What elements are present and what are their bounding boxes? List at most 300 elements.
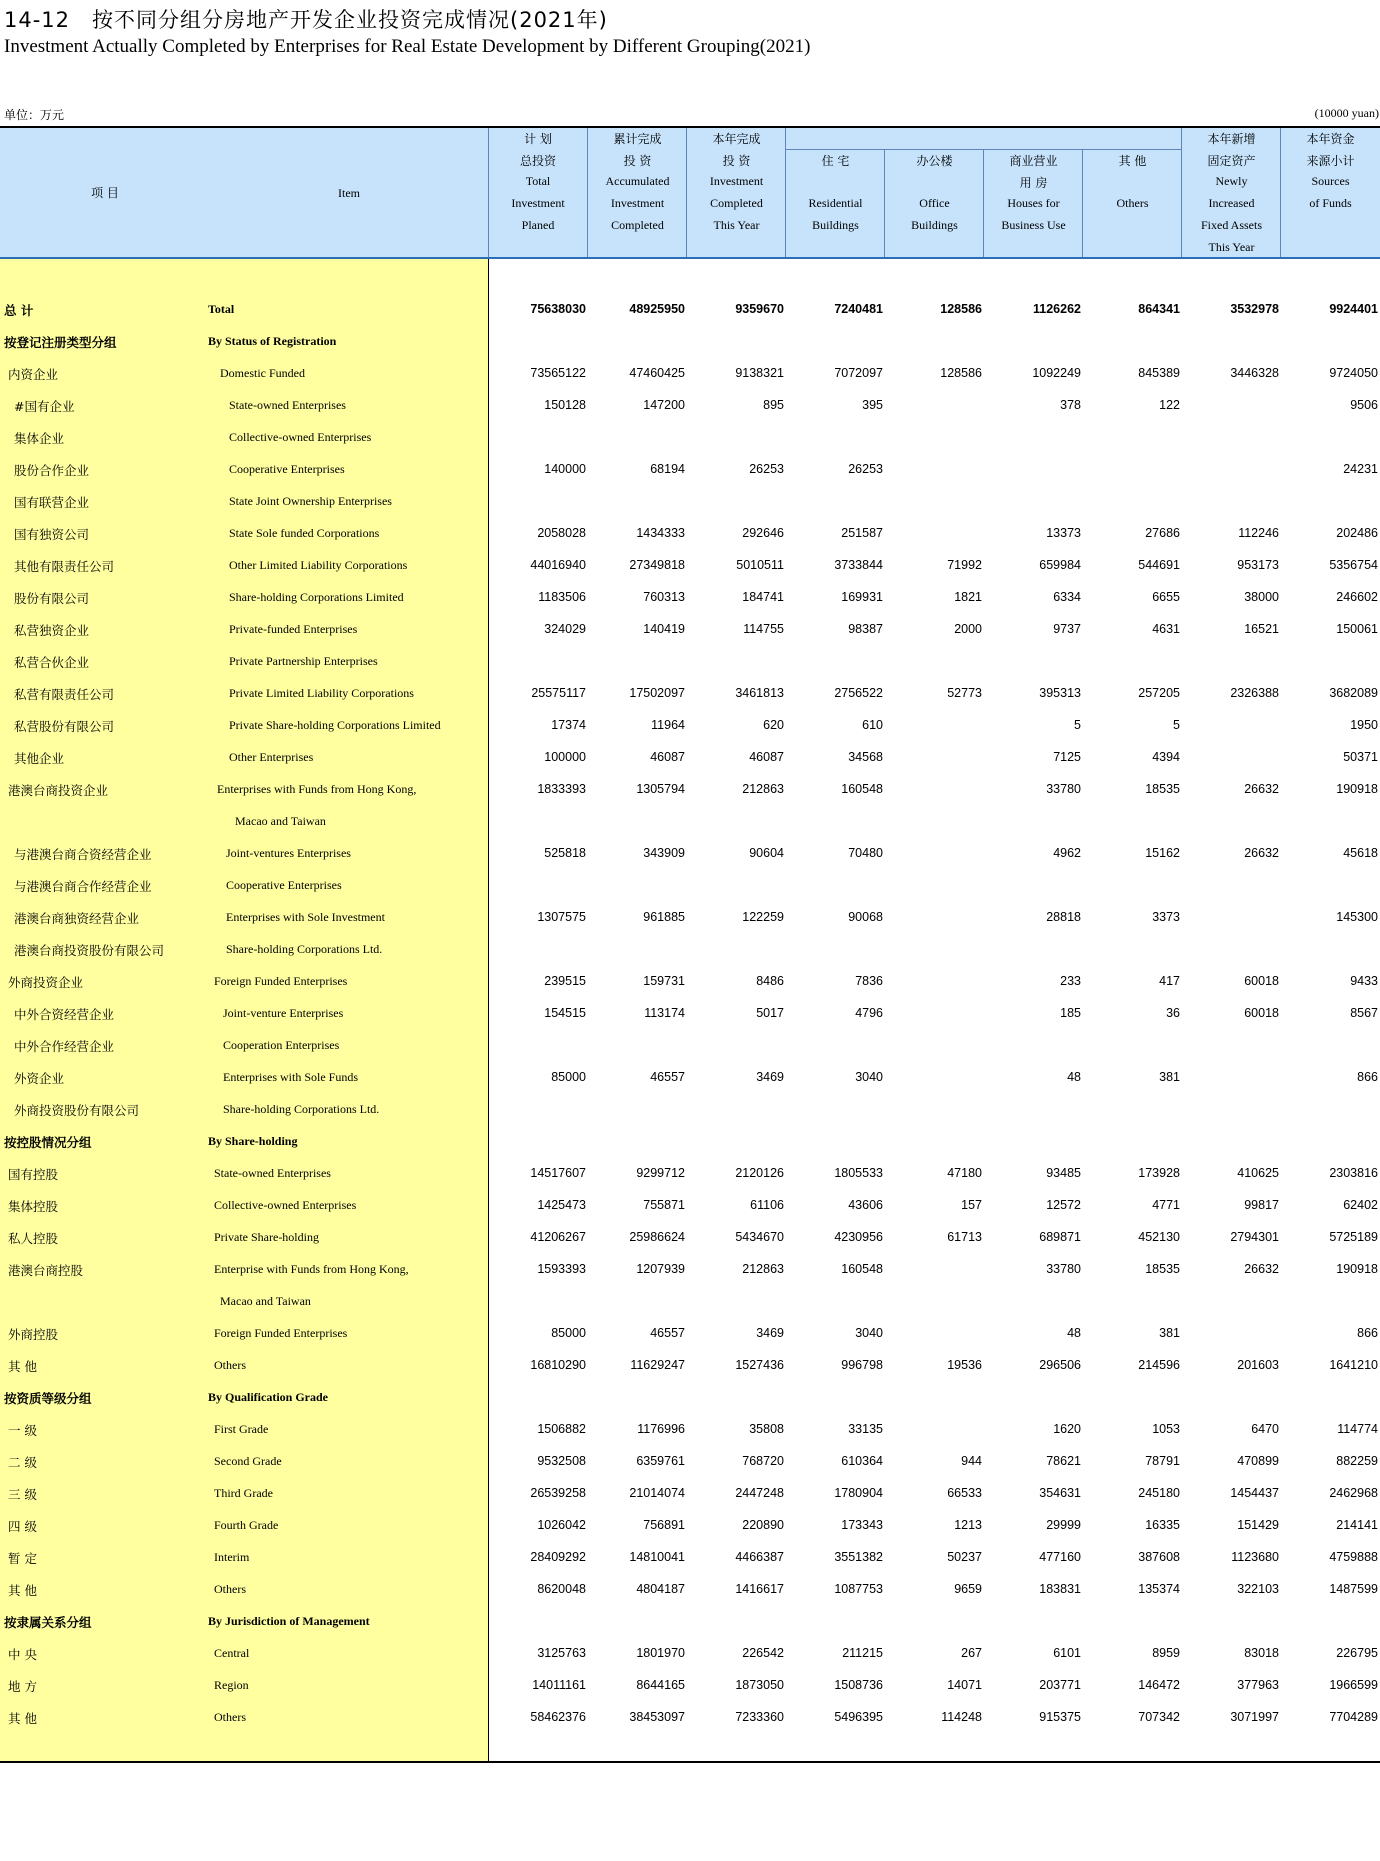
- cell-others: 214596: [1138, 1358, 1180, 1372]
- row-label-en: Collective-owned Enterprises: [229, 430, 372, 444]
- cell-new-fixed-assets: 470899: [1237, 1454, 1279, 1468]
- row-label-cn: 国有控股: [8, 1167, 59, 1182]
- cell-office: 61713: [947, 1230, 982, 1244]
- header-label: 投 资: [722, 154, 751, 168]
- cell-planned-total: 28409292: [530, 1550, 586, 1564]
- header-separator: [1280, 128, 1281, 257]
- cell-this-year: 1527436: [735, 1358, 784, 1372]
- row-label-cn: 股份有限公司: [14, 591, 90, 606]
- header-col-residential: [786, 128, 885, 257]
- cell-office: 71992: [947, 558, 982, 572]
- header-label: Accumulated: [605, 174, 670, 188]
- table-row: [0, 933, 1380, 965]
- cell-others: 27686: [1145, 526, 1180, 540]
- row-label-en: By Status of Registration: [208, 334, 337, 348]
- cell-new-fixed-assets: 377963: [1237, 1678, 1279, 1692]
- header-label: Others: [1116, 196, 1149, 210]
- row-label-en: Foreign Funded Enterprises: [214, 974, 348, 988]
- cell-business: 4962: [1053, 846, 1081, 860]
- row-label-cn: 私营合伙企业: [14, 655, 90, 670]
- row-label-cn: 其 他: [8, 1583, 37, 1598]
- cell-this-year: 9138321: [735, 366, 784, 380]
- table-row: [0, 421, 1380, 453]
- table-row: [0, 1061, 1380, 1093]
- row-label-cn: 集体企业: [14, 431, 65, 446]
- cell-sources-of-funds: 24231: [1343, 462, 1378, 476]
- table-row: [0, 549, 1380, 581]
- cell-business: 296506: [1039, 1358, 1081, 1372]
- table-row: [0, 389, 1380, 421]
- header-col-others: [1083, 128, 1182, 257]
- cell-others: 146472: [1138, 1678, 1180, 1692]
- cell-this-year: 620: [763, 718, 784, 732]
- cell-accumulated: 11964: [651, 718, 685, 732]
- cell-accumulated: 46087: [650, 750, 685, 764]
- cell-accumulated: 756891: [643, 1518, 685, 1532]
- table-row: [0, 1381, 1380, 1413]
- cell-new-fixed-assets: 151429: [1237, 1518, 1279, 1532]
- row-label-en: Enterprises with Sole Funds: [223, 1070, 358, 1084]
- row-label-cn: 内资企业: [8, 367, 59, 382]
- table-row: [0, 709, 1380, 741]
- cell-office: 128586: [940, 366, 982, 380]
- cell-this-year: 114755: [743, 622, 784, 636]
- cell-residential: 2756522: [834, 686, 883, 700]
- row-label-cn: 港澳台商独资经营企业: [14, 911, 140, 926]
- row-label-cn: 外商控股: [8, 1327, 59, 1342]
- cell-new-fixed-assets: 201603: [1237, 1358, 1279, 1372]
- table-row: [0, 1253, 1380, 1285]
- cell-new-fixed-assets: 410625: [1237, 1166, 1279, 1180]
- row-label-en: Domestic Funded: [220, 366, 305, 380]
- cell-this-year: 122259: [742, 910, 784, 924]
- cell-planned-total: 2058028: [537, 526, 586, 540]
- cell-sources-of-funds: 7704289: [1329, 1710, 1378, 1724]
- table-row: [0, 517, 1380, 549]
- row-label-cn: 国有独资公司: [14, 527, 90, 542]
- table-row: [0, 677, 1380, 709]
- cell-others: 15162: [1145, 846, 1180, 860]
- table-row: [0, 1413, 1380, 1445]
- cell-sources-of-funds: 1966599: [1329, 1678, 1378, 1692]
- row-label-cn: 股份合作企业: [14, 463, 90, 478]
- row-label-en: Central: [214, 1646, 250, 1660]
- cell-others: 78791: [1145, 1454, 1180, 1468]
- cell-new-fixed-assets: 3446328: [1230, 366, 1279, 380]
- row-label-en: Private Share-holding Corporations Limited: [229, 718, 441, 732]
- cell-new-fixed-assets: 83018: [1244, 1646, 1279, 1660]
- cell-business: 78621: [1046, 1454, 1081, 1468]
- row-label-cn: 一 级: [8, 1423, 37, 1438]
- cell-business: 354631: [1039, 1486, 1081, 1500]
- cell-this-year: 46087: [749, 750, 784, 764]
- row-label-cn: 港澳台商控股: [8, 1263, 84, 1278]
- table-row: [0, 1221, 1380, 1253]
- header-label: This Year: [713, 218, 760, 232]
- table-row: [0, 613, 1380, 645]
- cell-accumulated: 27349818: [629, 558, 685, 572]
- cell-office: 19536: [947, 1358, 982, 1372]
- cell-accumulated: 147200: [643, 398, 685, 412]
- cell-this-year: 8486: [756, 974, 784, 988]
- row-label-cn: 外商投资股份有限公司: [14, 1103, 140, 1118]
- header-label: 来源小计: [1306, 154, 1355, 168]
- cell-others: 864341: [1138, 302, 1180, 316]
- cell-business: 7125: [1053, 750, 1081, 764]
- row-label-en: Foreign Funded Enterprises: [214, 1326, 348, 1340]
- cell-sources-of-funds: 190918: [1336, 782, 1378, 796]
- row-label-cn: 总 计: [4, 303, 34, 318]
- row-label-en: Share-holding Corporations Ltd.: [223, 1102, 380, 1116]
- cell-this-year: 5010511: [736, 558, 784, 572]
- cell-office: 66533: [947, 1486, 982, 1500]
- table-row: [0, 1445, 1380, 1477]
- cell-planned-total: 16810290: [530, 1358, 586, 1372]
- cell-new-fixed-assets: 26632: [1244, 846, 1279, 860]
- cell-this-year: 35808: [749, 1422, 784, 1436]
- header-label: 累计完成: [613, 132, 662, 146]
- cell-business: 378: [1060, 398, 1081, 412]
- cell-residential: 1780904: [834, 1486, 883, 1500]
- cell-this-year: 3461813: [735, 686, 784, 700]
- row-label-en: Second Grade: [214, 1454, 282, 1468]
- header-item-cn-cell: [0, 128, 210, 257]
- row-label-en: State-owned Enterprises: [214, 1166, 331, 1180]
- row-label-cn: 中外合资经营企业: [14, 1007, 115, 1022]
- row-label-en: Share-holding Corporations Limited: [229, 590, 404, 604]
- cell-accumulated: 1305794: [636, 782, 685, 796]
- header-separator: [1181, 128, 1182, 257]
- table-row: [0, 1669, 1380, 1701]
- header-label: Business Use: [1001, 218, 1066, 232]
- cell-residential: 4230956: [834, 1230, 883, 1244]
- cell-accumulated: 961885: [643, 910, 685, 924]
- cell-planned-total: 44016940: [530, 558, 586, 572]
- cell-office: 1213: [954, 1518, 982, 1532]
- cell-accumulated: 38453097: [629, 1710, 685, 1724]
- cell-residential: 1087753: [834, 1582, 883, 1596]
- row-label-cn: 私营有限责任公司: [14, 687, 115, 702]
- cell-residential: 610: [862, 718, 883, 732]
- cell-sources-of-funds: 4759888: [1329, 1550, 1378, 1564]
- cell-new-fixed-assets: 60018: [1244, 974, 1279, 988]
- row-label-cn: 二 级: [8, 1455, 37, 1470]
- cell-new-fixed-assets: 99817: [1244, 1198, 1279, 1212]
- row-label-en: Total: [208, 302, 235, 316]
- cell-accumulated: 1801970: [636, 1646, 685, 1660]
- table-title-en: Investment Actually Completed by Enterprises for Real Estate Development by Different Grouping(2021): [4, 36, 811, 57]
- cell-others: 245180: [1138, 1486, 1180, 1500]
- table-row: [0, 997, 1380, 1029]
- row-label-en: Cooperative Enterprises: [226, 878, 342, 892]
- cell-office: 52773: [947, 686, 982, 700]
- cell-sources-of-funds: 50371: [1343, 750, 1378, 764]
- table-row: [0, 1029, 1380, 1061]
- cell-this-year: 768720: [742, 1454, 784, 1468]
- header-label: 投 资: [623, 154, 652, 168]
- row-label-cn: 四 级: [8, 1519, 37, 1534]
- cell-residential: 43606: [848, 1198, 883, 1212]
- cell-planned-total: 1506882: [537, 1422, 586, 1436]
- header-separator: [983, 150, 984, 257]
- cell-office: 944: [961, 1454, 982, 1468]
- cell-office: 2000: [954, 622, 982, 636]
- cell-business: 33780: [1046, 1262, 1081, 1276]
- header-label: of Funds: [1309, 196, 1352, 210]
- header-separator: [884, 150, 885, 257]
- cell-sources-of-funds: 9924401: [1329, 302, 1378, 316]
- row-label-en: Others: [214, 1582, 246, 1596]
- cell-accumulated: 68194: [650, 462, 685, 476]
- cell-accumulated: 140419: [643, 622, 685, 636]
- row-label-cn: 按登记注册类型分组: [4, 335, 117, 350]
- cell-sources-of-funds: 1950: [1350, 718, 1378, 732]
- cell-planned-total: 239515: [544, 974, 586, 988]
- cell-sources-of-funds: 8567: [1350, 1006, 1378, 1020]
- cell-sources-of-funds: 9724050: [1329, 366, 1378, 380]
- header-label: 计 划: [524, 132, 552, 146]
- cell-residential: 173343: [841, 1518, 883, 1532]
- row-label-cn: 外资企业: [14, 1071, 65, 1086]
- header-label: 本年资金: [1306, 132, 1355, 146]
- cell-accumulated: 11629247: [630, 1358, 685, 1372]
- cell-business: 12572: [1046, 1198, 1081, 1212]
- row-label-en: Other Enterprises: [229, 750, 314, 764]
- cell-planned-total: 1425473: [537, 1198, 586, 1212]
- cell-residential: 160548: [841, 782, 883, 796]
- unit-label-en: (10000 yuan): [1314, 106, 1379, 120]
- table-row: [0, 1605, 1380, 1637]
- cell-this-year: 2447248: [735, 1486, 784, 1500]
- cell-others: 135374: [1138, 1582, 1180, 1596]
- cell-office: 114248: [941, 1710, 982, 1724]
- cell-others: 257205: [1138, 686, 1180, 700]
- cell-business: 1620: [1053, 1422, 1081, 1436]
- header-label: 商业营业: [1009, 154, 1058, 168]
- cell-office: 47180: [947, 1166, 982, 1180]
- row-label-en: Private-funded Enterprises: [229, 622, 358, 636]
- cell-business: 93485: [1046, 1166, 1081, 1180]
- row-label-cn: 三 级: [8, 1487, 37, 1502]
- cell-residential: 4796: [855, 1006, 883, 1020]
- cell-business: 6101: [1053, 1646, 1081, 1660]
- cell-business: 6334: [1053, 590, 1081, 604]
- row-label-en: Others: [214, 1710, 246, 1724]
- cell-new-fixed-assets: 1123680: [1231, 1550, 1279, 1564]
- cell-planned-total: 41206267: [530, 1230, 586, 1244]
- row-label-en: Region: [214, 1678, 249, 1692]
- row-label-en: By Share-holding: [208, 1134, 298, 1148]
- table-row: [0, 325, 1380, 357]
- cell-sources-of-funds: 2462968: [1329, 1486, 1378, 1500]
- cell-business: 233: [1060, 974, 1081, 988]
- cell-accumulated: 14810041: [629, 1550, 685, 1564]
- row-label-en: Others: [214, 1358, 246, 1372]
- cell-planned-total: 26539258: [530, 1486, 586, 1500]
- cell-accumulated: 113174: [644, 1006, 685, 1020]
- cell-sources-of-funds: 45618: [1343, 846, 1378, 860]
- header-item-en-cell: [210, 128, 488, 257]
- table-row: [0, 805, 1380, 837]
- cell-residential: 169931: [841, 590, 883, 604]
- table-row: [0, 1093, 1380, 1125]
- cell-business: 1092249: [1032, 366, 1081, 380]
- cell-others: 6655: [1152, 590, 1180, 604]
- cell-residential: 211215: [842, 1646, 883, 1660]
- header-label: Increased: [1208, 196, 1255, 210]
- table-row: [0, 581, 1380, 613]
- header-separator: [1082, 150, 1083, 257]
- table-row: [0, 1349, 1380, 1381]
- cell-this-year: 212863: [742, 1262, 784, 1276]
- cell-sources-of-funds: 214141: [1336, 1518, 1378, 1532]
- row-label-cn: 私营独资企业: [14, 623, 90, 638]
- cell-this-year: 4466387: [735, 1550, 784, 1564]
- header-separator: [785, 128, 786, 257]
- row-label-cn: 与港澳台商合作经营企业: [14, 879, 152, 894]
- cell-sources-of-funds: 1487599: [1329, 1582, 1378, 1596]
- row-label-en: Collective-owned Enterprises: [214, 1198, 357, 1212]
- header-label: 用 房: [1019, 176, 1048, 190]
- cell-business: 29999: [1046, 1518, 1081, 1532]
- row-label-cn: 其他有限责任公司: [14, 559, 115, 574]
- row-label-cn: 其 他: [8, 1711, 37, 1726]
- cell-this-year: 1873050: [735, 1678, 784, 1692]
- cell-sources-of-funds: 246602: [1336, 590, 1378, 604]
- row-label-en: State Sole funded Corporations: [229, 526, 380, 540]
- cell-others: 1053: [1152, 1422, 1180, 1436]
- cell-accumulated: 1434333: [636, 526, 685, 540]
- cell-accumulated: 1207939: [636, 1262, 685, 1276]
- cell-accumulated: 1176996: [637, 1422, 685, 1436]
- cell-sources-of-funds: 866: [1357, 1326, 1378, 1340]
- row-label-cn: 与港澳台商合资经营企业: [14, 847, 152, 862]
- cell-new-fixed-assets: 60018: [1244, 1006, 1279, 1020]
- row-label-en: Fourth Grade: [214, 1518, 279, 1532]
- header-label: Investment: [511, 196, 565, 210]
- cell-sources-of-funds: 5725189: [1329, 1230, 1378, 1244]
- cell-planned-total: 14011161: [532, 1678, 586, 1692]
- cell-business: 48: [1067, 1070, 1081, 1084]
- header-label: Houses for: [1007, 196, 1060, 210]
- header-col-accumulated: [588, 128, 687, 257]
- cell-sources-of-funds: 226795: [1336, 1646, 1378, 1660]
- cell-accumulated: 343909: [643, 846, 685, 860]
- header-label: Office: [919, 196, 950, 210]
- cell-this-year: 90604: [749, 846, 784, 860]
- row-label-cn: 按控股情况分组: [4, 1135, 92, 1150]
- cell-accumulated: 4804187: [636, 1582, 685, 1596]
- header-group-rule: [786, 149, 1181, 150]
- header-label: Buildings: [911, 218, 958, 232]
- header-label: Residential: [808, 196, 863, 210]
- cell-business: 659984: [1039, 558, 1081, 572]
- cell-others: 122: [1159, 398, 1180, 412]
- cell-business: 203771: [1039, 1678, 1081, 1692]
- cell-this-year: 212863: [742, 782, 784, 796]
- header-label: Completed: [710, 196, 763, 210]
- header-col-planned-total: [488, 128, 588, 257]
- header-item-en: Item: [338, 186, 360, 200]
- cell-business: 395313: [1039, 686, 1081, 700]
- cell-residential: 3551382: [834, 1550, 883, 1564]
- unit-label-cn: 单位：万元: [4, 108, 65, 122]
- cell-planned-total: 150128: [544, 398, 586, 412]
- cell-sources-of-funds: 202486: [1336, 526, 1378, 540]
- cell-this-year: 9359670: [735, 302, 784, 316]
- cell-planned-total: 25575117: [531, 686, 586, 700]
- cell-business: 48: [1067, 1326, 1081, 1340]
- row-label-cn: 其 他: [8, 1359, 37, 1374]
- cell-business: 13373: [1046, 526, 1081, 540]
- cell-others: 4771: [1152, 1198, 1180, 1212]
- cell-new-fixed-assets: 1454437: [1230, 1486, 1279, 1500]
- cell-this-year: 3469: [756, 1070, 784, 1084]
- row-label-en: Joint-venture Enterprises: [223, 1006, 344, 1020]
- row-label-en: First Grade: [214, 1422, 269, 1436]
- header-col-sources-of-funds: [1281, 128, 1380, 257]
- cell-new-fixed-assets: 26632: [1244, 782, 1279, 796]
- row-label-cn: 地 方: [8, 1679, 37, 1694]
- header-label: 总投资: [519, 154, 556, 168]
- cell-planned-total: 8620048: [537, 1582, 586, 1596]
- table-row: [0, 1541, 1380, 1573]
- header-label: This Year: [1208, 240, 1255, 254]
- cell-this-year: 1416617: [735, 1582, 784, 1596]
- cell-this-year: 2120126: [735, 1166, 784, 1180]
- cell-residential: 7072097: [834, 366, 883, 380]
- cell-this-year: 61106: [750, 1198, 784, 1212]
- cell-sources-of-funds: 3682089: [1329, 686, 1378, 700]
- cell-sources-of-funds: 1641210: [1329, 1358, 1378, 1372]
- cell-planned-total: 85000: [551, 1070, 586, 1084]
- cell-planned-total: 1026042: [537, 1518, 586, 1532]
- table-row: [0, 1701, 1380, 1733]
- cell-sources-of-funds: 114774: [1337, 1422, 1378, 1436]
- cell-accumulated: 21014074: [629, 1486, 685, 1500]
- cell-others: 4394: [1152, 750, 1180, 764]
- cell-this-year: 7233360: [735, 1710, 784, 1724]
- cell-this-year: 5434670: [735, 1230, 784, 1244]
- cell-planned-total: 324029: [544, 622, 586, 636]
- cell-accumulated: 755871: [643, 1198, 685, 1212]
- header-label: Planed: [521, 218, 555, 232]
- cell-planned-total: 140000: [544, 462, 586, 476]
- cell-business: 5: [1074, 718, 1081, 732]
- row-label-en: Private Share-holding: [214, 1230, 319, 1244]
- cell-others: 16335: [1145, 1518, 1180, 1532]
- cell-accumulated: 46557: [650, 1070, 685, 1084]
- cell-this-year: 220890: [742, 1518, 784, 1532]
- cell-others: 381: [1159, 1326, 1180, 1340]
- cell-sources-of-funds: 9506: [1350, 398, 1378, 412]
- row-label-en: Cooperative Enterprises: [229, 462, 345, 476]
- cell-residential: 1805533: [834, 1166, 883, 1180]
- cell-accumulated: 25986624: [629, 1230, 685, 1244]
- table-row: [0, 965, 1380, 997]
- cell-sources-of-funds: 190918: [1336, 1262, 1378, 1276]
- header-separator: [488, 128, 489, 257]
- table-row: [0, 837, 1380, 869]
- cell-sources-of-funds: 145300: [1336, 910, 1378, 924]
- table-row: [0, 485, 1380, 517]
- header-label: 住 宅: [821, 154, 850, 168]
- cell-new-fixed-assets: 16521: [1244, 622, 1279, 636]
- cell-planned-total: 14517607: [530, 1166, 586, 1180]
- row-label-en: Share-holding Corporations Ltd.: [226, 942, 383, 956]
- table-row: [0, 1125, 1380, 1157]
- row-label-en: Private Partnership Enterprises: [229, 654, 378, 668]
